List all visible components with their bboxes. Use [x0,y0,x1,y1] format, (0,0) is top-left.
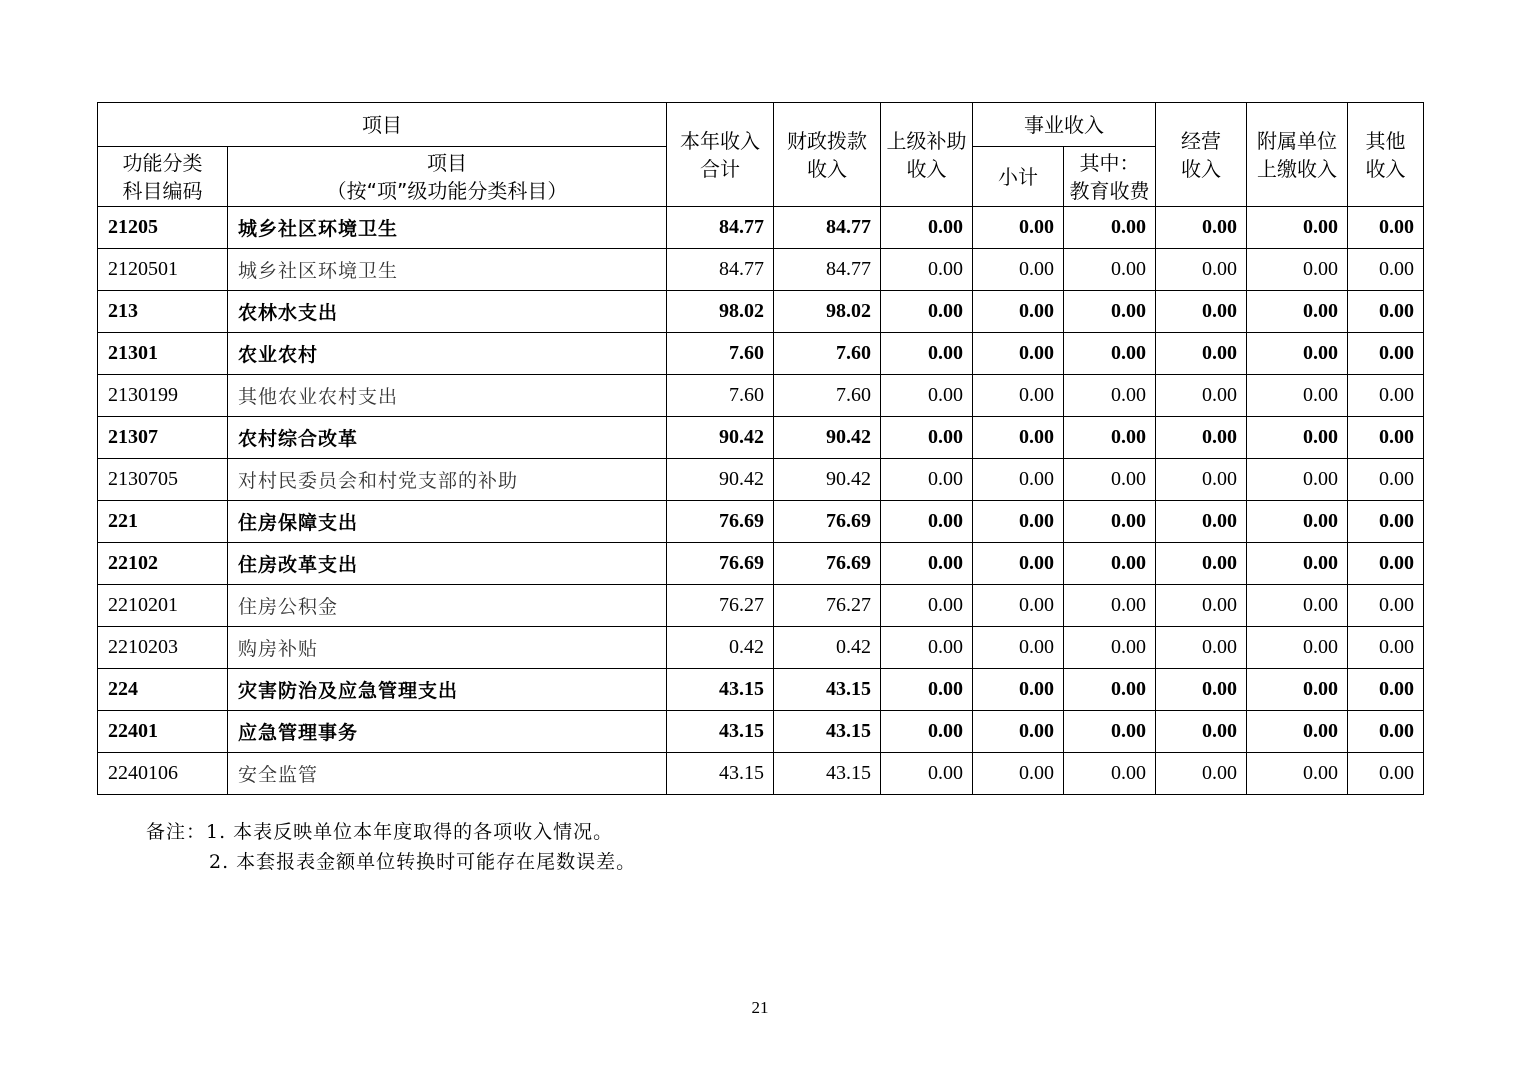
row-value: 0.00 [1156,501,1247,543]
row-value: 0.00 [973,543,1064,585]
row-code: 21205 [98,207,228,249]
row-value: 0.00 [1247,417,1348,459]
row-value: 0.00 [1247,627,1348,669]
row-value: 0.00 [1247,207,1348,249]
header-superior: 上级补助 收入 [881,103,973,207]
row-value: 0.00 [1247,291,1348,333]
row-value: 0.00 [1247,249,1348,291]
row-value: 0.00 [973,711,1064,753]
table-row [98,669,1424,711]
row-value: 0.00 [1156,627,1247,669]
row-name: 农村综合改革 [228,417,667,459]
header-fiscal: 财政拨款 收入 [774,103,881,207]
row-name: 安全监管 [228,753,667,795]
row-value: 0.00 [1064,627,1156,669]
row-value: 0.00 [1156,207,1247,249]
row-value: 0.00 [1156,669,1247,711]
row-value: 0.00 [1348,627,1424,669]
row-value: 0.00 [1156,249,1247,291]
row-value: 76.27 [667,585,774,627]
row-name: 住房保障支出 [228,501,667,543]
row-value: 76.69 [774,501,881,543]
row-value: 0.42 [667,627,774,669]
row-value: 0.00 [1348,669,1424,711]
row-value: 0.00 [1064,543,1156,585]
row-value: 0.00 [1064,249,1156,291]
row-name: 应急管理事务 [228,711,667,753]
table-row [98,249,1424,291]
row-value: 7.60 [774,375,881,417]
table-row [98,291,1424,333]
row-value: 0.00 [1348,249,1424,291]
row-value: 0.00 [973,753,1064,795]
header-project: 项目 [98,103,667,147]
row-value: 43.15 [667,669,774,711]
row-value: 0.00 [1156,585,1247,627]
row-value: 0.00 [1064,501,1156,543]
row-value: 0.00 [1156,543,1247,585]
row-value: 0.00 [881,753,973,795]
row-value: 0.00 [1064,585,1156,627]
row-value: 0.00 [1348,207,1424,249]
row-value: 0.00 [1064,375,1156,417]
row-value: 0.00 [1064,417,1156,459]
row-value: 0.00 [1348,543,1424,585]
row-value: 0.00 [1064,333,1156,375]
row-value: 76.27 [774,585,881,627]
table-row [98,753,1424,795]
row-code: 22102 [98,543,228,585]
header-other: 其他 收入 [1348,103,1424,207]
header-career: 事业收入 [973,103,1156,147]
row-value: 76.69 [774,543,881,585]
header-operating: 经营 收入 [1156,103,1247,207]
header-code: 功能分类 科目编码 [98,147,228,207]
row-value: 90.42 [667,417,774,459]
page-number: 21 [751,998,769,1017]
header-name: 项目 （按“项”级功能分类科目） [228,147,667,207]
row-value: 0.00 [881,459,973,501]
row-value: 0.00 [1348,585,1424,627]
row-value: 0.00 [881,543,973,585]
row-value: 0.00 [1156,753,1247,795]
row-value: 0.00 [1348,375,1424,417]
row-code: 221 [98,501,228,543]
table-row [98,417,1424,459]
row-value: 43.15 [774,711,881,753]
row-value: 0.00 [973,585,1064,627]
row-code: 2240106 [98,753,228,795]
row-value: 0.00 [1247,753,1348,795]
row-value: 90.42 [774,459,881,501]
row-value: 0.00 [1348,459,1424,501]
row-value: 76.69 [667,501,774,543]
row-code: 224 [98,669,228,711]
row-value: 0.00 [1247,669,1348,711]
row-value: 0.00 [881,375,973,417]
row-value: 0.00 [881,207,973,249]
row-value: 0.00 [973,501,1064,543]
row-value: 0.00 [881,333,973,375]
header-subtotal: 小计 [973,147,1064,207]
row-value: 0.00 [1156,459,1247,501]
table-row [98,207,1424,249]
row-value: 0.00 [1064,669,1156,711]
row-name: 城乡社区环境卫生 [228,207,667,249]
row-value: 84.77 [667,249,774,291]
row-code: 2130705 [98,459,228,501]
row-value: 0.00 [1348,333,1424,375]
row-code: 2120501 [98,249,228,291]
table-row [98,501,1424,543]
row-value: 98.02 [774,291,881,333]
row-value: 0.00 [973,375,1064,417]
row-name: 其他农业农村支出 [228,375,667,417]
row-value: 0.00 [1064,291,1156,333]
row-value: 0.00 [1247,459,1348,501]
row-value: 0.00 [973,669,1064,711]
row-value: 0.00 [1348,711,1424,753]
row-value: 0.00 [1156,291,1247,333]
row-name: 城乡社区环境卫生 [228,249,667,291]
table-row [98,543,1424,585]
row-value: 0.00 [1064,459,1156,501]
row-value: 0.00 [881,417,973,459]
row-value: 0.00 [1247,375,1348,417]
row-value: 43.15 [774,753,881,795]
row-value: 90.42 [667,459,774,501]
row-value: 98.02 [667,291,774,333]
row-value: 0.00 [973,627,1064,669]
row-value: 43.15 [667,711,774,753]
table-row [98,375,1424,417]
row-value: 0.00 [1156,375,1247,417]
row-value: 43.15 [774,669,881,711]
row-value: 84.77 [774,207,881,249]
row-value: 0.00 [1247,711,1348,753]
row-value: 7.60 [667,333,774,375]
row-code: 22401 [98,711,228,753]
row-value: 43.15 [667,753,774,795]
row-value: 0.00 [881,627,973,669]
row-name: 农业农村 [228,333,667,375]
row-code: 2210201 [98,585,228,627]
row-value: 0.00 [1156,711,1247,753]
header-total: 本年收入 合计 [667,103,774,207]
header-edu: 其中： 教育收费 [1064,147,1156,207]
row-code: 213 [98,291,228,333]
table-row [98,711,1424,753]
row-value: 0.00 [1247,501,1348,543]
row-name: 住房改革支出 [228,543,667,585]
row-value: 84.77 [774,249,881,291]
table-row [98,459,1424,501]
row-value: 0.00 [1348,417,1424,459]
table-row [98,333,1424,375]
row-value: 0.00 [1064,753,1156,795]
row-value: 0.00 [881,291,973,333]
row-code: 2210203 [98,627,228,669]
header-affiliated: 附属单位 上缴收入 [1247,103,1348,207]
income-table [97,102,1424,795]
row-code: 2130199 [98,375,228,417]
row-value: 0.00 [881,249,973,291]
table-row [98,627,1424,669]
row-name: 对村民委员会和村党支部的补助 [228,459,667,501]
row-value: 0.00 [973,249,1064,291]
row-value: 90.42 [774,417,881,459]
row-value: 84.77 [667,207,774,249]
row-value: 0.00 [881,501,973,543]
row-value: 76.69 [667,543,774,585]
row-value: 0.00 [973,417,1064,459]
row-name: 农林水支出 [228,291,667,333]
row-value: 7.60 [774,333,881,375]
row-value: 0.00 [881,711,973,753]
table-row [98,585,1424,627]
row-value: 0.00 [1348,753,1424,795]
row-name: 灾害防治及应急管理支出 [228,669,667,711]
row-value: 0.00 [973,333,1064,375]
row-value: 0.00 [1064,207,1156,249]
row-value: 0.00 [1247,543,1348,585]
row-name: 住房公积金 [228,585,667,627]
row-value: 7.60 [667,375,774,417]
row-value: 0.00 [1348,501,1424,543]
row-code: 21301 [98,333,228,375]
row-value: 0.00 [1156,417,1247,459]
note-line-1: 备注：1. 本表反映单位本年度取得的各项收入情况。 [146,821,614,843]
row-value: 0.42 [774,627,881,669]
row-value: 0.00 [1064,711,1156,753]
row-value: 0.00 [1247,585,1348,627]
row-value: 0.00 [973,291,1064,333]
row-name: 购房补贴 [228,627,667,669]
row-code: 21307 [98,417,228,459]
row-value: 0.00 [881,585,973,627]
row-value: 0.00 [973,459,1064,501]
row-value: 0.00 [881,669,973,711]
row-value: 0.00 [1247,333,1348,375]
row-value: 0.00 [973,207,1064,249]
row-value: 0.00 [1348,291,1424,333]
note-line-2: 2. 本套报表金额单位转换时可能存在尾数误差。 [209,851,637,873]
row-value: 0.00 [1156,333,1247,375]
